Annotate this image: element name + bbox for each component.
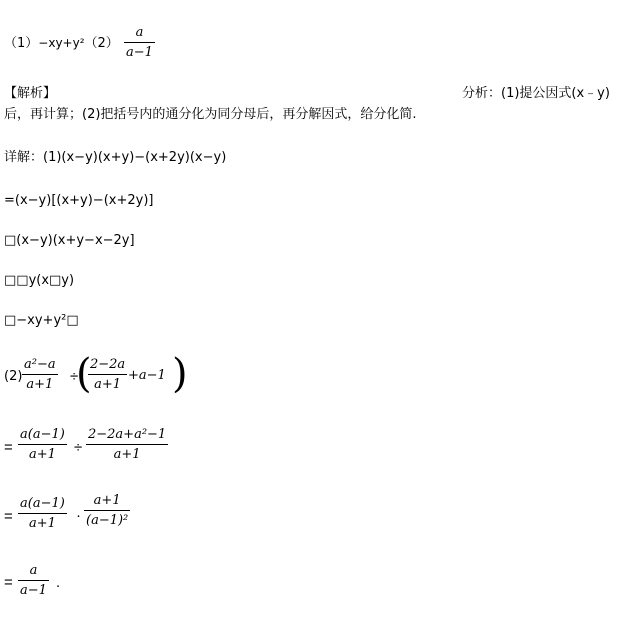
fraction-bar	[86, 444, 168, 445]
detail-line-2: =(x−y)[(x+y)−(x+2y)]	[4, 193, 154, 208]
step3-fraction-1	[18, 497, 67, 530]
section-label: 【解析】	[4, 86, 57, 101]
fraction-numerator: a	[29, 563, 38, 578]
fraction-bar	[88, 374, 127, 375]
fraction-numerator: a²−a	[24, 357, 56, 372]
analysis-line-1: 分析：(1)提公因式(x﹣y)	[462, 86, 610, 101]
fraction-bar	[18, 580, 49, 581]
detail-line-5: □−xy+y²□	[4, 313, 79, 328]
fraction-denominator: a−1	[126, 45, 153, 60]
answer-part1-expression: −xy+y²	[38, 36, 85, 50]
fraction-bar	[18, 513, 67, 514]
ending-period: .	[56, 576, 61, 591]
part2-inner-fraction	[88, 358, 127, 391]
fraction-bar	[22, 374, 58, 375]
part2-inner-tail: +a−1	[128, 368, 166, 383]
answer-part1-prefix: （1）	[4, 36, 39, 51]
multiplication-dot: ·	[76, 507, 81, 524]
left-paren: (	[76, 351, 92, 397]
fraction-denominator: a+1	[113, 447, 141, 462]
right-paren: )	[172, 351, 188, 397]
step2-fraction-1	[18, 428, 67, 461]
fraction-numerator: 2−2a+a²−1	[88, 427, 167, 442]
step4-equals: =	[4, 574, 13, 591]
fraction-denominator: (a−1)²	[86, 513, 129, 528]
step2-equals: =	[4, 439, 13, 456]
answer-part2-prefix: （2）	[84, 36, 119, 51]
answer-part2-fraction	[124, 26, 155, 59]
division-sign: ÷	[74, 439, 83, 456]
fraction-bar	[18, 444, 67, 445]
step2-fraction-2	[86, 428, 168, 461]
step4-fraction	[18, 564, 49, 597]
part2-fraction-1	[22, 358, 58, 391]
fraction-numerator: 2−2a	[90, 357, 126, 372]
fraction-bar	[84, 510, 130, 511]
answer-line	[4, 37, 119, 50]
fraction-numerator: a(a−1)	[20, 427, 65, 442]
fraction-denominator: a+1	[26, 377, 54, 392]
detail-line-4: □□y(x□y)	[4, 273, 75, 288]
fraction-denominator: a+1	[28, 447, 56, 462]
fraction-denominator: a−1	[20, 583, 47, 598]
division-sign: ÷	[70, 368, 79, 385]
part2-label: (2)	[4, 369, 23, 384]
detail-line-3: □(x−y)(x+y−x−2y]	[4, 233, 135, 248]
analysis-line-2: 后，再计算；(2)把括号内的通分化为同分母后，再分解因式，给分化简.	[4, 107, 417, 122]
fraction-numerator: a(a−1)	[20, 496, 65, 511]
step3-equals: =	[4, 508, 13, 525]
fraction-numerator: a+1	[93, 493, 121, 508]
fraction-numerator: a	[135, 25, 144, 40]
fraction-denominator: a+1	[28, 516, 56, 531]
detail-line-1: 详解：(1)(x−y)(x+y)−(x+2y)(x−y)	[4, 150, 227, 165]
step3-fraction-2	[84, 494, 130, 527]
fraction-denominator: a+1	[94, 377, 122, 392]
fraction-bar	[124, 42, 155, 43]
